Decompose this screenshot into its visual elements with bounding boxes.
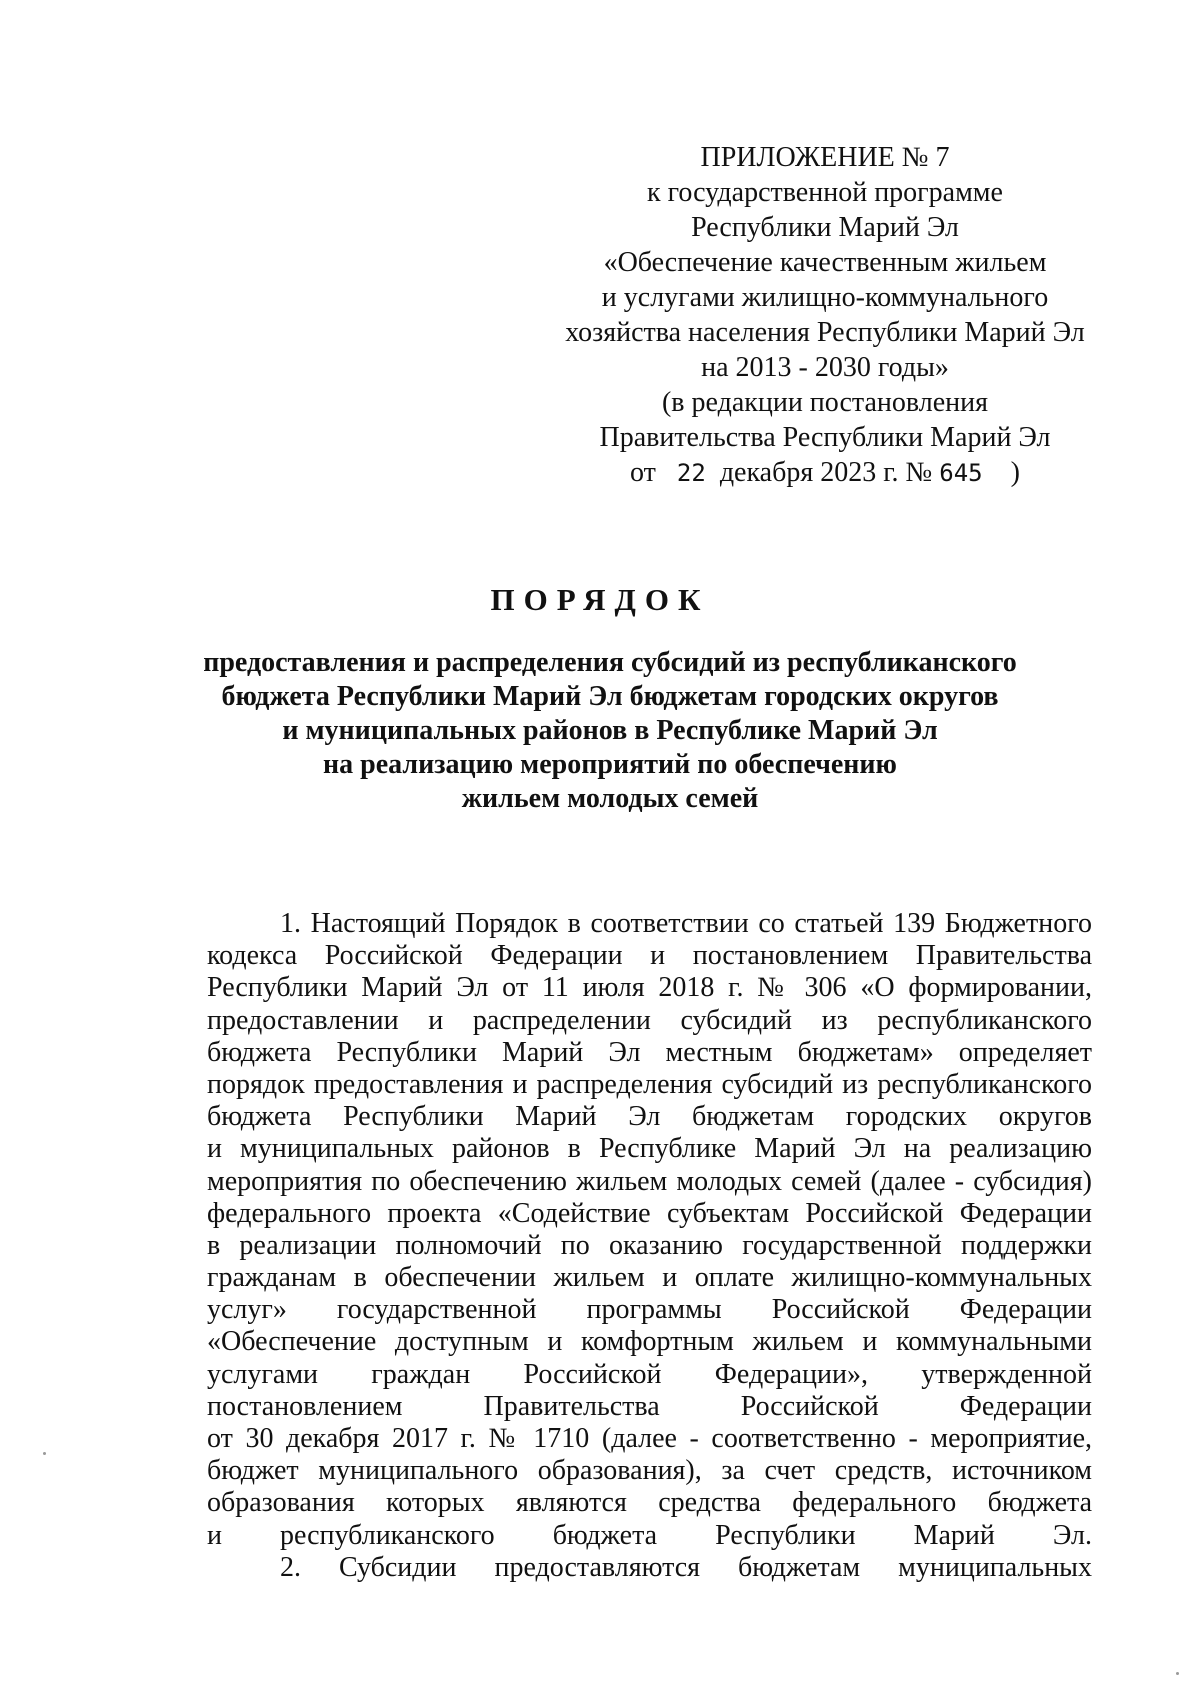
body-paragraphs: [207, 908, 1092, 1584]
scan-speck: [1176, 1672, 1179, 1675]
date-month-year: декабря 2023 г. №: [719, 457, 933, 488]
subtitle-line: на реализацию мероприятий по обеспечению: [323, 749, 897, 780]
paragraph-line: мероприятия по обеспечению жильем молодых семей (далее - субсидия): [207, 1165, 1092, 1197]
date-day: 22: [676, 459, 706, 487]
paragraph-line: от 30 декабря 2017 г. № 1710 (далее - соответственно - мероприятие,: [207, 1423, 1092, 1454]
paragraph-line: порядок предоставления и распределения субсидий из республиканского: [207, 1068, 1092, 1100]
appendix-line: (в редакции постановления: [661, 387, 989, 418]
resolution-number: 645: [939, 459, 983, 487]
subtitle-line: предоставления и распределения субсидий из республиканского: [203, 647, 1017, 678]
paragraph-line: бюджета Республики Марий Эл местным бюджетам» определяет: [207, 1036, 1092, 1068]
appendix-header: [555, 140, 1095, 491]
paragraph-line: и муниципальных районов в Республике Марий Эл на реализацию: [207, 1133, 1092, 1165]
paragraph-line: кодекса Российской Федерации и постановлением Правительства: [207, 940, 1092, 972]
appendix-line: к государственной программе: [647, 177, 1003, 208]
date-close-paren: ): [1010, 457, 1020, 488]
document-title: ПОРЯДОК: [490, 582, 710, 617]
appendix-line: Правительства Республики Марий Эл: [599, 422, 1051, 453]
date-prefix: от: [630, 457, 656, 488]
resolution-date-line: [555, 455, 1095, 491]
appendix-line: ПРИЛОЖЕНИЕ № 7: [700, 142, 950, 173]
paragraph-line: 2. Субсидии предоставляются бюджетам муниципальных: [280, 1551, 1092, 1583]
appendix-line: хозяйства населения Республики Марий Эл: [565, 317, 1085, 348]
paragraph-line: «Обеспечение доступным и комфортным жильем и коммунальными: [207, 1326, 1092, 1358]
paragraph-line: и республиканского бюджета Республики Марий Эл.: [207, 1519, 1092, 1551]
paragraph-line: гражданам в обеспечении жильем и оплате жилищно-коммунальных: [207, 1262, 1092, 1294]
paragraph-line: в реализации полномочий по оказанию государственной поддержки: [207, 1229, 1092, 1261]
paragraph-line: предоставлении и распределении субсидий из республиканского: [207, 1004, 1092, 1036]
paragraph-line: услуг» государственной программы Российской Федерации: [207, 1294, 1092, 1326]
paragraph-line: услугами граждан Российской Федерации», утвержденной: [207, 1358, 1092, 1390]
subtitle-line: и муниципальных районов в Республике Марий Эл: [282, 715, 938, 746]
paragraph-line: федерального проекта «Содействие субъектам Российской Федерации: [207, 1197, 1092, 1229]
appendix-line: на 2013 - 2030 годы»: [701, 352, 949, 383]
appendix-line: «Обеспечение качественным жильем: [603, 247, 1047, 278]
paragraph-line: 1. Настоящий Порядок в соответствии со статьей 139 Бюджетного: [280, 908, 1092, 939]
paragraph-line: постановлением Правительства Российской Федерации: [207, 1390, 1092, 1422]
subtitle-line: бюджета Республики Марий Эл бюджетам городских округов: [221, 681, 999, 712]
paragraph-line: бюджета Республики Марий Эл бюджетам городских округов: [207, 1101, 1092, 1133]
appendix-line: Республики Марий Эл: [691, 212, 959, 243]
paragraph-line: Республики Марий Эл от 11 июля 2018 г. № 306 «О формировании,: [207, 972, 1092, 1004]
appendix-line: и услугами жилищно-коммунального: [601, 282, 1049, 313]
scan-speck: [43, 1452, 46, 1455]
subtitle-line: жильем молодых семей: [461, 783, 759, 814]
paragraph-line: образования которых являются средства федерального бюджета: [207, 1487, 1092, 1519]
paragraph-line: бюджет муниципального образования), за счет средств, источником: [207, 1455, 1092, 1487]
document-subtitle: [160, 646, 1060, 816]
